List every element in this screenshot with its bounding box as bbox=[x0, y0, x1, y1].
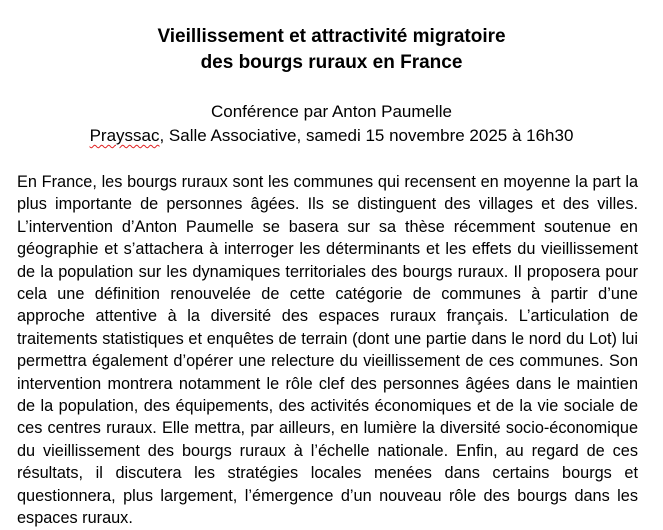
title-line-1: Vieillissement et attractivité migratoire bbox=[157, 26, 506, 47]
document-title bbox=[0, 24, 663, 76]
spellcheck-flagged-word[interactable]: Prayssac bbox=[89, 126, 160, 145]
title-line-2: des bourgs ruraux en France bbox=[200, 52, 463, 73]
venue-date-text: , Salle Associative, samedi 15 novembre 2025 à 16h30 bbox=[159, 126, 574, 145]
event-info bbox=[0, 100, 663, 148]
speaker-line: Conférence par Anton Paumelle bbox=[211, 102, 452, 121]
abstract-paragraph: En France, les bourgs ruraux sont les communes qui recensent en moyenne la part la plus importante de personnes âgées. Ils se distinguent des villages et des villes. L’intervention d’Anton Paumelle se basera sur sa thèse récemment soutenue en géographie et s’attachera à interroger les déterminants et les effets du vieillissement de la population sur les dynamiques territoriales des bourgs ruraux. Il proposera pour cela une définition renouvelée de cette catégorie de communes à partir d’une approche attentive à la diversité des espaces ruraux français. L’articulation de traitements statistiques et enquêtes de terrain (dont une partie dans le nord du Lot) lui permettra également d’opérer une relecture du vieillissement de ces communes. Son intervention montrera notamment le rôle clef des personnes âgées dans le maintien de la population, des équipements, des activités économiques et de la vie sociale de ces centres ruraux. Elle mettra, par ailleurs, en lumière la diversité socio-économique du vieillissement des bourgs ruraux à l’échelle nationale. Enfin, au regard de ces résultats, il discutera les stratégies locales menées dans certains bourgs et questionnera, plus largement, l’émergence d’un nouveau rôle des bourgs dans les espaces ruraux. bbox=[17, 173, 638, 528]
venue-date-line bbox=[0, 124, 663, 148]
